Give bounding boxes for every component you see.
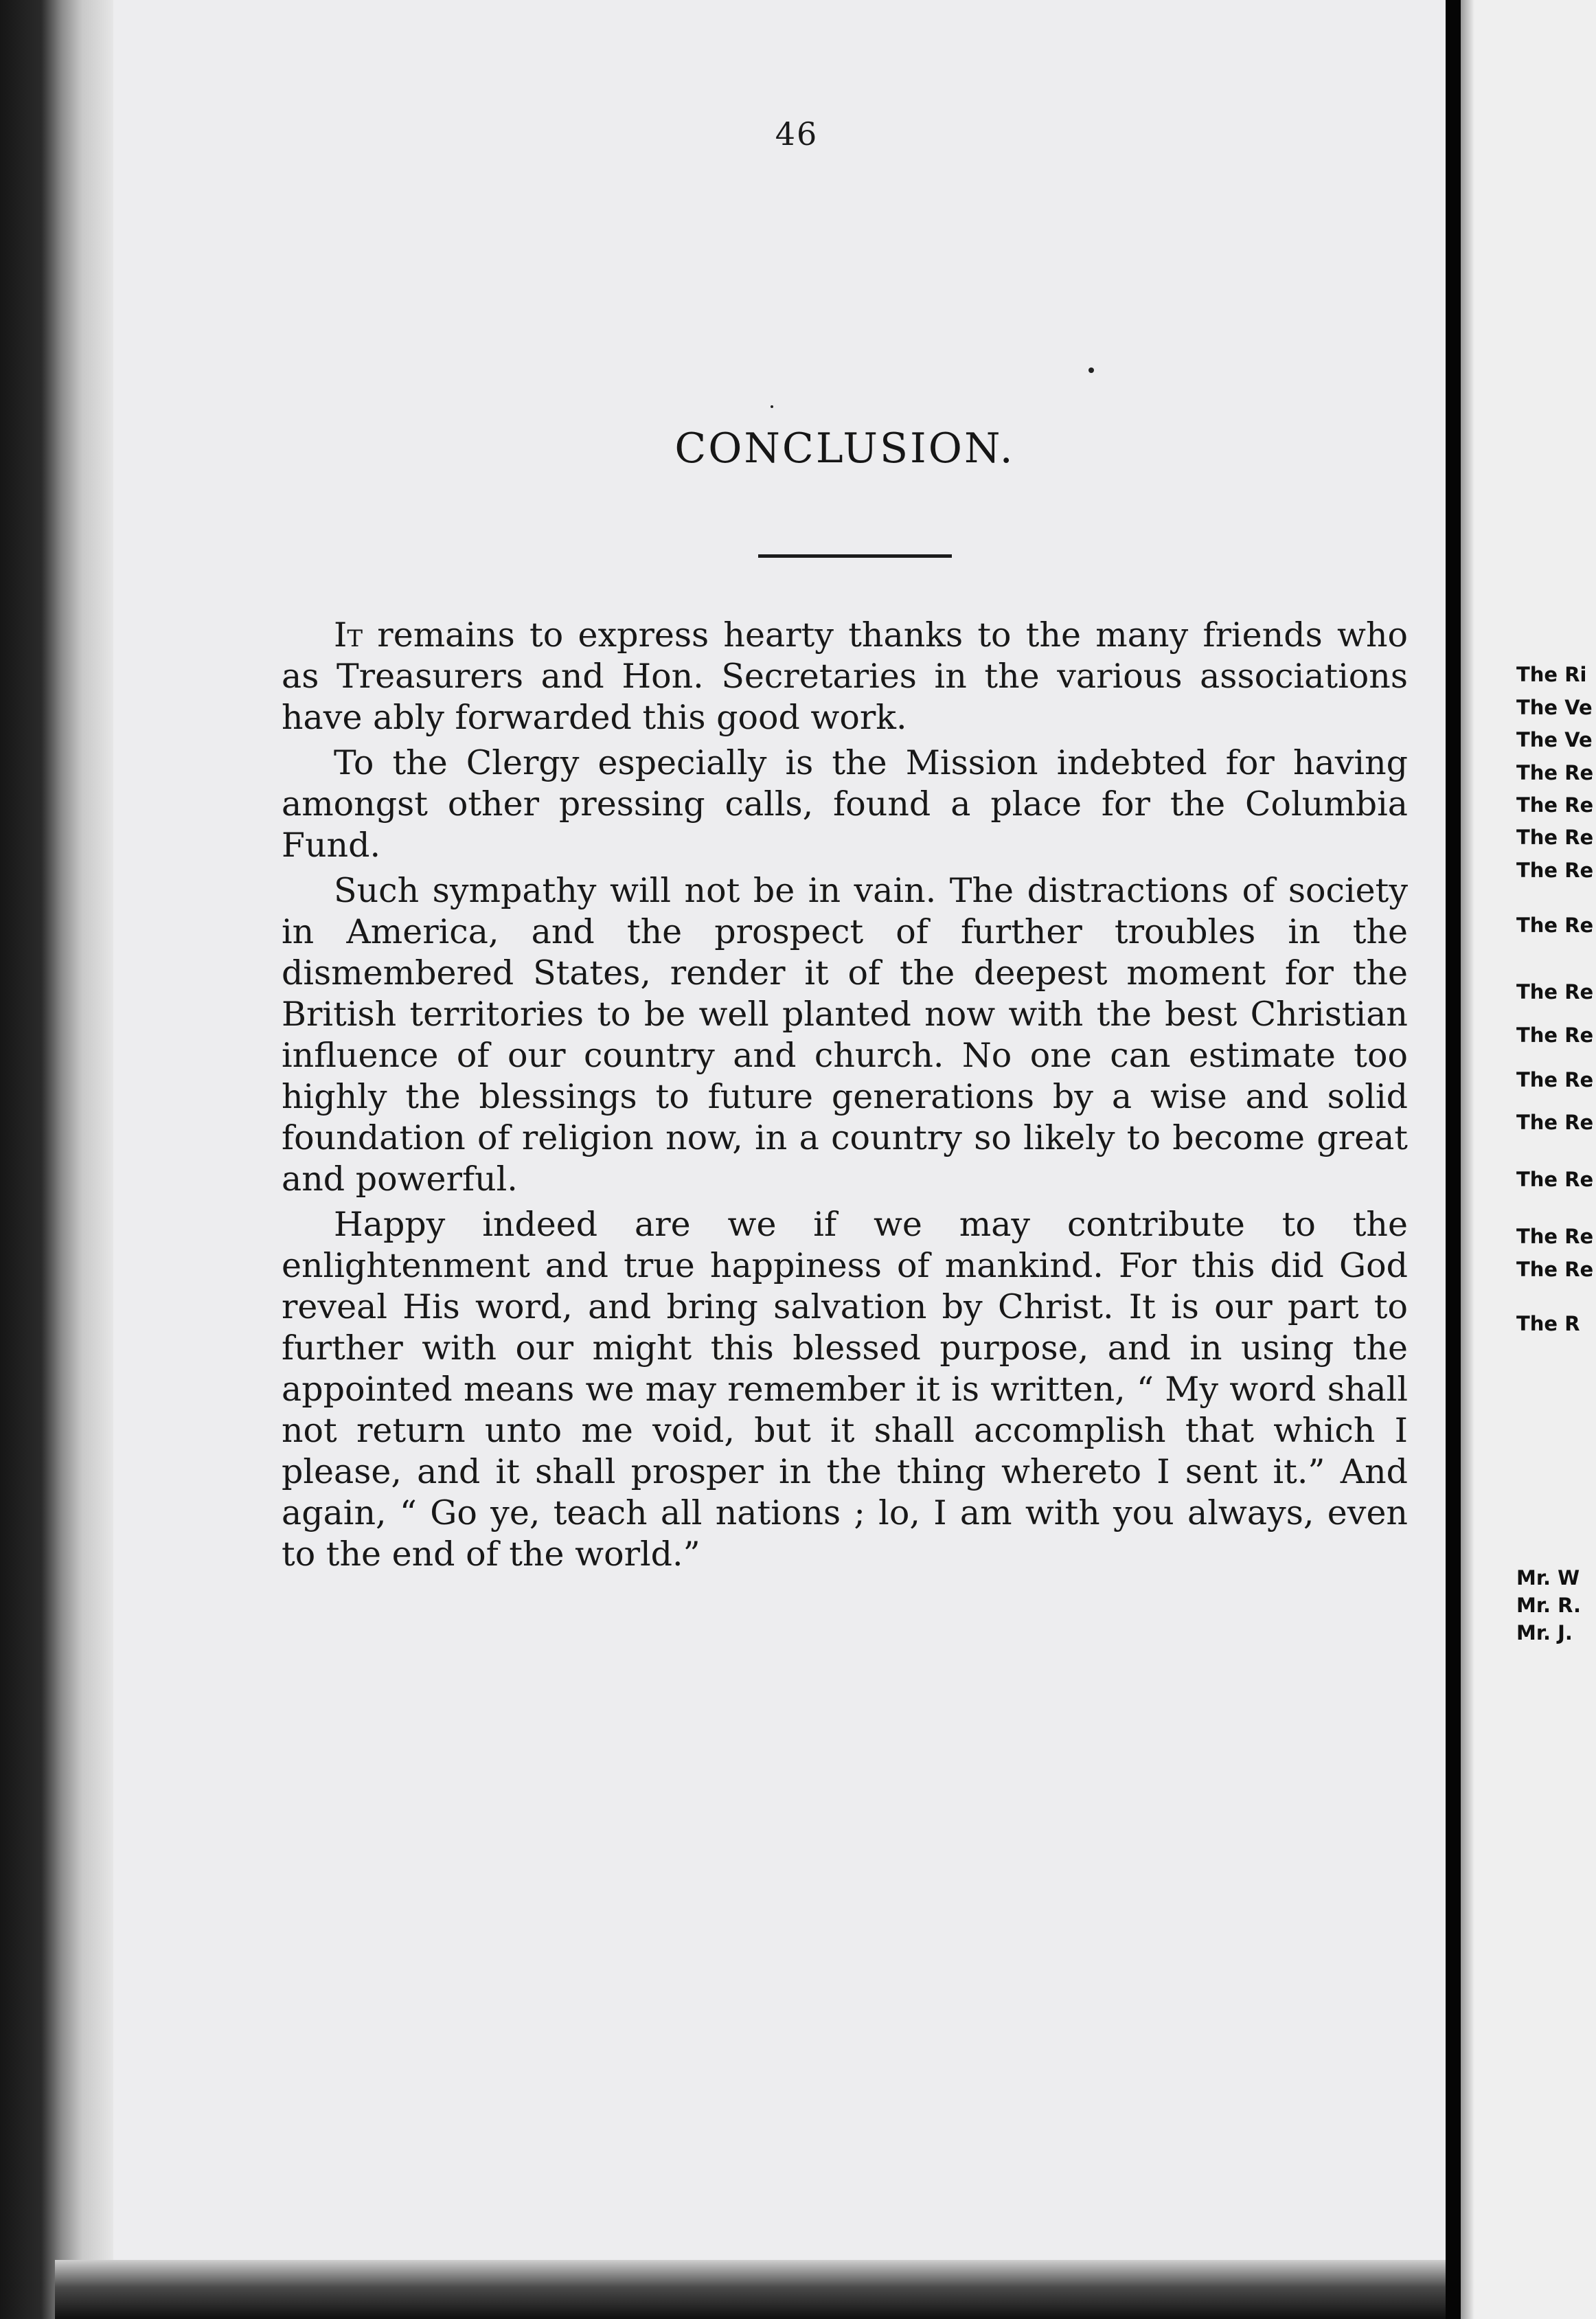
facing-page [1461, 0, 1596, 2319]
paragraph-2: To the Clergy especially is the Mission indebted for having amongst other pressing calls, found a place for the Columbia Fund. [282, 743, 1408, 865]
facing-entry: The Re [1516, 1225, 1594, 1248]
paragraph-1-lead: It [334, 615, 363, 655]
facing-entry: The Ve [1516, 696, 1593, 719]
facing-entry: The Ri [1516, 663, 1587, 686]
body-text [282, 615, 1408, 1579]
page-bottom-edge [55, 2260, 1449, 2319]
page-heading: CONCLUSION. [674, 425, 1015, 473]
paragraph-1 [282, 615, 1408, 738]
print-speck [1088, 367, 1094, 373]
facing-page-shade [1461, 0, 1474, 2319]
heading-rule [758, 554, 952, 558]
facing-footer-entry: Mr. W [1516, 1566, 1580, 1590]
paragraph-1-text: remains to express hearty thanks to the many friends who as Treasurers and Hon. Secretaries in the various associations have ably forwarded this good work. [282, 615, 1408, 737]
print-speck [771, 405, 773, 408]
paragraph-3: Such sympathy will not be in vain. The distractions of society in America, and the prospect of further troubles in the dismembered States, render it of the deepest moment for the British territories to be well planted now with the best Christian influence of our country and church. No one can estimate too highly the blessings to future generations by a wise and solid foundation of religion now, in a country so likely to become great and powerful. [282, 871, 1408, 1199]
facing-entry: The Re [1516, 1258, 1594, 1281]
facing-entry: The Re [1516, 793, 1594, 817]
paragraph-4: Happy indeed are we if we may contribute to the enlightenment and true happiness of mankind. For this did God reveal His word, and bring salvation by Christ. It is our part to further with our might this blessed purpose, and in using the appointed means we may remember it is written, “ My word shall not return unto me void, but it shall accomplish that which I please, and it shall prosper in the thing whereto I sent it.” And again, “ Go ye, teach all nations ; lo, I am with you always, even to the end of the world.” [282, 1205, 1408, 1574]
facing-footer-entry: Mr. J. [1516, 1621, 1573, 1644]
facing-entry: The Re [1516, 980, 1594, 1004]
facing-entry: The Re [1516, 914, 1594, 937]
book-gutter [1446, 0, 1461, 2319]
facing-entry: The Re [1516, 826, 1594, 849]
facing-footer-entry: Mr. R. [1516, 1594, 1582, 1617]
facing-entry: The Re [1516, 761, 1594, 784]
facing-entry: The Re [1516, 859, 1594, 882]
facing-entry: The Re [1516, 1168, 1594, 1191]
facing-entry: The Re [1516, 1111, 1594, 1134]
facing-entry: The Ve [1516, 728, 1593, 751]
left-page-edge [0, 0, 117, 2319]
facing-entry: The R [1516, 1312, 1580, 1335]
page-number: 46 [775, 115, 819, 152]
facing-entry: The Re [1516, 1068, 1594, 1091]
facing-entry: The Re [1516, 1023, 1594, 1047]
